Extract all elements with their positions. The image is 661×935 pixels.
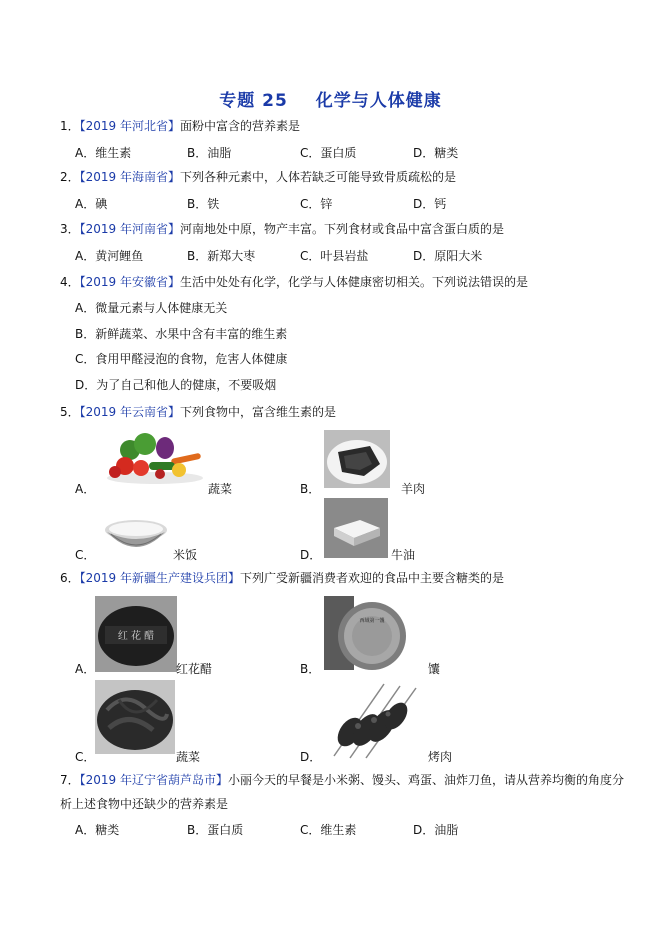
kebab-image (324, 680, 424, 760)
question-text: 面粉中富含的营养素是 (180, 119, 301, 133)
option-b: B．油脂 (187, 146, 232, 160)
option-d: D． 牛油 (300, 496, 500, 560)
question-text: 下列广受新疆消费者欢迎的食品中主要含糖类的是 (240, 571, 505, 585)
vinegar-label-text: 红 花 醋 (117, 631, 155, 642)
option-b: B． 西域第一馕 馕 (300, 594, 500, 676)
option-b: B． 羊肉 (300, 428, 500, 498)
option-b: B．新郑大枣 (187, 249, 256, 263)
question-text: 下列各种元素中，人体若缺乏可能导致骨质疏松的是 (180, 170, 457, 184)
title-topic-number: 专题 25 (219, 91, 288, 111)
butter-image (324, 498, 388, 558)
option-c: C．叶县岩盐 (300, 249, 369, 263)
option-a: A． 蔬菜 (75, 428, 275, 498)
option-d: D．糖类 (413, 146, 459, 160)
question-text: 小丽今天的早餐是小米粥、馒头、鸡蛋、油炸刀鱼，请从营养均衡的角度分 (228, 773, 625, 787)
option-b: B．蛋白质 (187, 823, 244, 837)
option-c: C．锌 (300, 197, 333, 211)
question-5: 5．【2019 年云南省】下列食物中，富含维生素的是 (60, 405, 337, 419)
option-b: B．铁 (187, 197, 220, 211)
question-6: 6．【2019 年新疆生产建设兵团】下列广受新疆消费者欢迎的食品中主要含糖类的是 (60, 571, 505, 585)
question-source: 【2019 年海南省】 (79, 170, 180, 184)
option-d: D．钙 (413, 197, 447, 211)
question-source: 【2019 年河北省】 (79, 119, 180, 133)
question-1: 1．【2019 年河北省】面粉中富含的营养素是 (60, 119, 301, 133)
question-source: 【2019 年辽宁省葫芦岛市】 (79, 773, 228, 787)
option-d: D．为了自己和他人的健康，不要吸烟 (75, 378, 277, 392)
question-7-text-continued: 析上述食物中还缺少的营养素是 (60, 797, 229, 811)
option-a: A．黄河鲤鱼 (75, 249, 144, 263)
option-c: C．蛋白质 (300, 146, 357, 160)
question-text: 河南地处中原，物产丰富。下列食材或食品中富含蛋白质的是 (180, 222, 505, 236)
title-topic-name: 化学与人体健康 (315, 91, 442, 111)
option-c: C．维生素 (300, 823, 357, 837)
question-source: 【2019 年河南省】 (79, 222, 180, 236)
naan-stamp-text: 西域第一馕 (359, 618, 385, 624)
question-3: 3．【2019 年河南省】河南地处中原，物产丰富。下列食材或食品中富含蛋白质的是 (60, 222, 505, 236)
question-7: 7．【2019 年辽宁省葫芦岛市】小丽今天的早餐是小米粥、馒头、鸡蛋、油炸刀鱼，请从营养均衡的角度分 (60, 773, 625, 787)
option-a: A． 红 花 醋 红花醋 (75, 594, 275, 676)
question-4: 4．【2019 年安徽省】生活中处处有化学，化学与人体健康密切相关。下列说法错误的是 (60, 275, 529, 289)
option-c: C．食用甲醛浸泡的食物，危害人体健康 (75, 352, 288, 366)
option-a: A．碘 (75, 197, 108, 211)
page-title (0, 86, 661, 111)
question-source: 【2019 年云南省】 (79, 405, 180, 419)
option-a: A．维生素 (75, 146, 132, 160)
vegetables-image (105, 430, 205, 486)
question-source: 【2019 年新疆生产建设兵团】 (79, 571, 240, 585)
vinegar-image (95, 596, 177, 672)
rice-image (103, 518, 169, 556)
option-d: D． 烤肉 (300, 678, 500, 764)
option-a: A．糖类 (75, 823, 120, 837)
naan-image (324, 596, 424, 670)
vegetable-dish-image (95, 680, 175, 754)
option-a: A．微量元素与人体健康无关 (75, 301, 228, 315)
question-source: 【2019 年安徽省】 (79, 275, 180, 289)
option-b: B．新鲜蔬菜、水果中含有丰富的维生素 (75, 327, 288, 341)
question-text: 下列食物中，富含维生素的是 (180, 405, 337, 419)
question-2: 2．【2019 年海南省】下列各种元素中，人体若缺乏可能导致骨质疏松的是 (60, 170, 457, 184)
option-d: D．油脂 (413, 823, 459, 837)
option-c: C． 蔬菜 (75, 678, 275, 764)
question-text: 生活中处处有化学，化学与人体健康密切相关。下列说法错误的是 (180, 275, 529, 289)
option-d: D．原阳大米 (413, 249, 483, 263)
option-c: C． 米饭 (75, 500, 275, 560)
mutton-image (324, 430, 390, 488)
